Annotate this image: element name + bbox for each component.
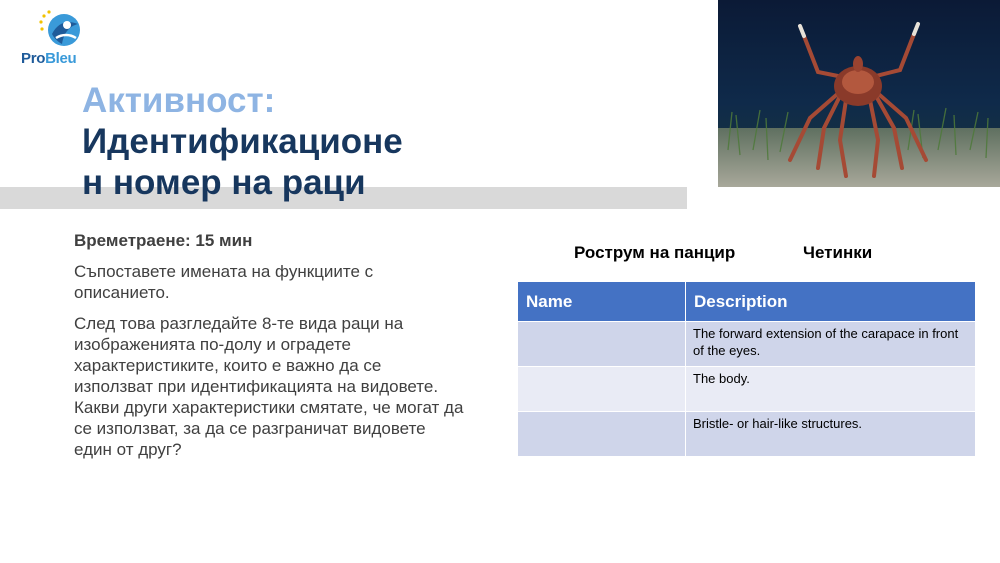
duration-text: Времетраене: 15 мин xyxy=(74,231,253,250)
name-cell[interactable] xyxy=(518,412,686,457)
activity-instructions xyxy=(74,230,464,470)
probleu-logo xyxy=(20,8,90,70)
header-description: Description xyxy=(686,282,976,322)
slide-title xyxy=(82,80,682,203)
header-name: Name xyxy=(518,282,686,322)
title-line-activity: Активност: xyxy=(82,81,276,120)
description-cell: The body. xyxy=(686,367,976,412)
term-bristles[interactable]: Четинки xyxy=(803,243,873,262)
identification-paragraph: След това разгледайте 8-те вида раци на изображенията по-долу и оградете характеристиките, които е важно да се използват при идентификацията на видовете. Какви други характеристики смятате, че могат да се използват, за да се разграничат видовете един от друг? xyxy=(74,314,464,459)
title-line-2: Идентификационе xyxy=(82,122,403,161)
spider-crab-photo xyxy=(718,0,1000,187)
probleu-globe-icon xyxy=(38,8,82,52)
title-line-3: н номер на раци xyxy=(82,163,366,202)
description-cell: The forward extension of the carapace in front of the eyes. xyxy=(686,322,976,367)
table-header-row xyxy=(518,282,976,322)
name-cell[interactable] xyxy=(518,322,686,367)
matching-table xyxy=(517,281,976,457)
table-row xyxy=(518,367,976,412)
name-cell[interactable] xyxy=(518,367,686,412)
matching-instruction: Съпоставете имената на функциите с описанието. xyxy=(74,262,374,302)
logo-text: ProBleu xyxy=(21,50,77,67)
term-rostrum[interactable]: Рострум на панцир xyxy=(574,243,736,262)
table-row xyxy=(518,412,976,457)
table-row xyxy=(518,322,976,367)
description-cell: Bristle- or hair-like structures. xyxy=(686,412,976,457)
